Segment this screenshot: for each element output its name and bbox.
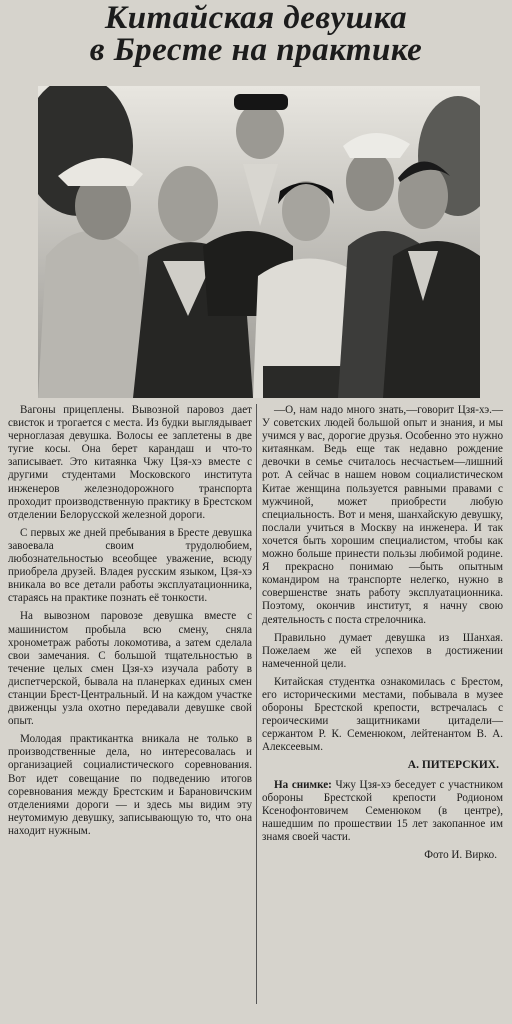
caption-lead: На снимке: — [274, 778, 332, 791]
headline-line-1: Китайская девушка — [104, 0, 408, 36]
article-photo — [38, 86, 480, 398]
left-column — [8, 404, 252, 843]
article-headline — [0, 2, 512, 66]
column-divider — [256, 404, 257, 1004]
paragraph: Вагоны прицеплены. Вывозной паровоз дает свисток и трогается с места. Из будки выглядывает черноглазая девушка. Волосы ее заплетены в две тугие косы. Она берет карандаш и что-то записывает. Это китаянка Чжу Цзя-хэ вместе с другими студентами Московского института инженеров железнодорожного транспорта проходит производственную практику в Брестском отделении Белорусской железной дороги. — [8, 404, 252, 521]
paragraph: —О, нам надо много знать,—говорит Цзя-хэ.—У советских людей большой опыт и знания, и мы учимся у вас, дорогие друзья. Особенно это нужно китаянкам. Ведь еще так недавно рождение девочки в семье считалось несчастьем—лишний рот. А сейчас в нашем новом социалистическом Китае женщина пользуется равными правами с мужчиной, может приобрести любую специальность. Вот и меня, шанхайскую девушку, послали учиться в Москву на инженера. И так хочется быть хорошим специалистом, чтобы как можно больше принести пользы любимой родине. Я прекрасно понимаю —быть опытным командиром на транспорте нелегко, нужно в совершенстве знать работу эксплуатационника. Поэтому, окончив институт, я начну свою деятельность с поста стрелочника. — [262, 404, 503, 626]
paragraph: С первых же дней пребывания в Бресте девушка завоевала своим трудолюбием, любознательностью всеобщее уважение, всюду приобрела друзей. Владея русским языком, Цзя-хэ вникала во все детали работы эксплуатационника, стараясь на практике познать её тонкости. — [8, 526, 252, 605]
photo-icon — [38, 86, 480, 398]
paragraph: На вывозном паровозе девушка вместе с машинистом пробыла всю смену, сняла хронометраж работы локомотива, а затем сделала свои замечания. С большой тщательностью в течение целых смен Цзя-хэ изучала работу в диспетчерской, бывала на планерках единых смен станции Брест-Центральный. И на каждом участке движенцы узла охотно передавали девушке свой опыт. — [8, 610, 252, 728]
right-column — [262, 404, 503, 862]
paragraph: Правильно думает девушка из Шанхая. Пожелаем же ей успехов в достижении намеченной цели. — [262, 631, 503, 670]
photo-caption — [262, 779, 503, 844]
headline-line-2: в Бресте на практике — [89, 32, 423, 68]
caption-text: Чжу Цзя-хэ беседует с участником обороны Брестской крепости Родионом Ксенофонтовичем Семенюком (в центре), нашедшим по прошествии 15 лет закопанное им знамя своей части. — [262, 778, 503, 843]
author-signature: А. ПИТЕРСКИХ. — [407, 759, 499, 772]
paragraph: Китайская студентка ознакомилась с Брестом, его историческими местами, побывала в музее обороны Брестской крепости, встречалась с героическими защитниками цитадели—сержантом Р. К. Семенюком, лейтенантом В. А. Алексеевым. — [262, 675, 503, 754]
paragraph: Молодая практикантка вникала не только в производственные дела, но интересовалась и организацией социалистического соревнования. Вот идет совещание по подведению итогов соревнования между Брестским и Барановичским отделениями дороги — и здесь мы видим эту неутомимую девушку, записывающую то, что она находит нужным. — [8, 733, 252, 837]
photo-credit: Фото И. Вирко. — [424, 849, 497, 861]
